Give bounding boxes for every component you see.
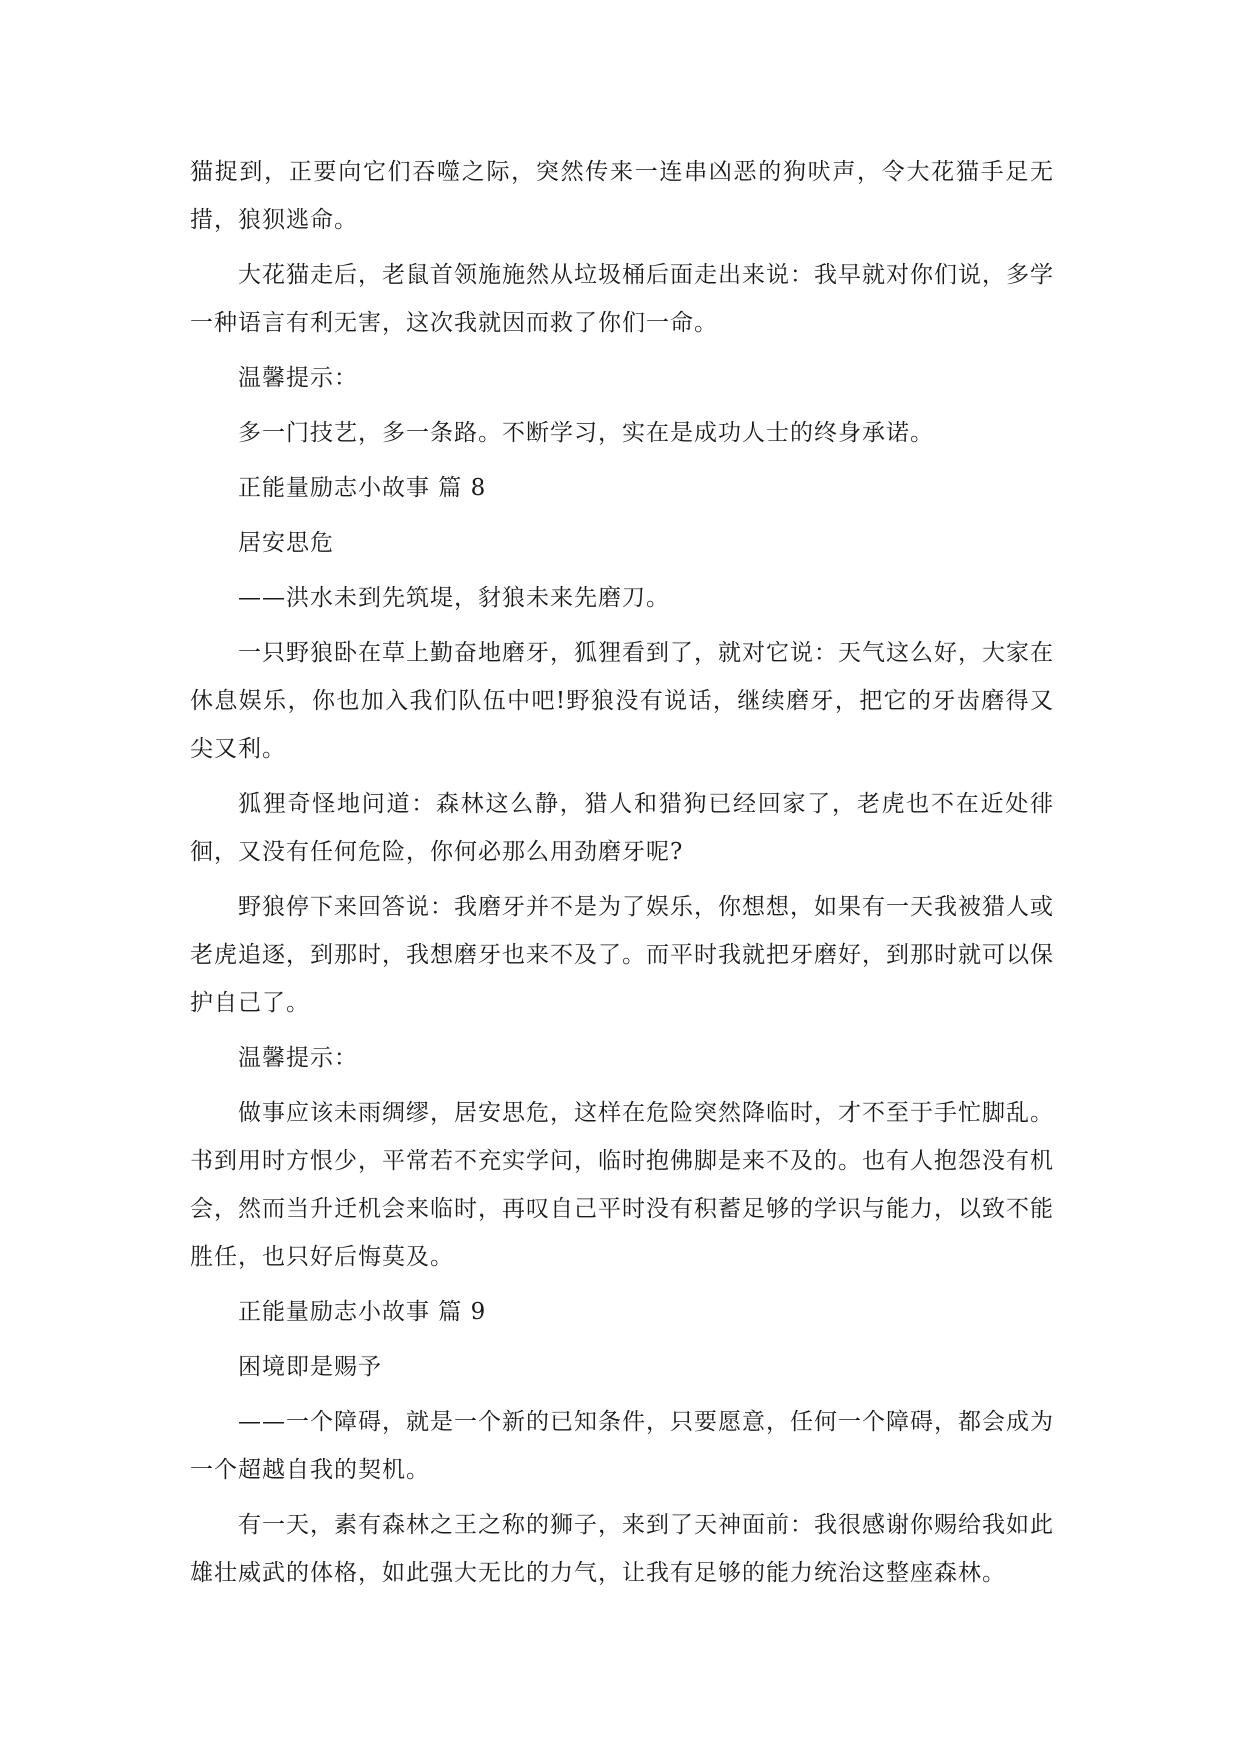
paragraph: 狐狸奇怪地问道：森林这么静，猎人和猎狗已经回家了，老虎也不在近处徘徊，又没有任何危险，你何必那么用劲磨牙呢? [190,791,1054,865]
story-subtitle: ——一个障碍，就是一个新的已知条件，只要愿意，任何一个障碍，都会成为一个超越自我的契机。 [190,1409,1054,1483]
paragraph: 大花猫走后，老鼠首领施施然从垃圾桶后面走出来说：我早就对你们说，多学一种语言有利无害，这次我就因而救了你们一命。 [190,262,1054,336]
section-heading: 正能量励志小故事 篇 9 [238,1299,487,1325]
document-body [190,148,1054,1604]
story-title: 困境即是赐予 [238,1354,382,1380]
section-heading: 正能量励志小故事 篇 8 [238,475,487,501]
paragraph: 猫捉到，正要向它们吞噬之际，突然传来一连串凶恶的狗吠声，令大花猫手足无措，狼狈逃命。 [190,159,1054,233]
tip-heading: 温馨提示： [238,365,358,391]
paragraph: 野狼停下来回答说：我磨牙并不是为了娱乐，你想想，如果有一天我被猎人或老虎追逐，到那时，我想磨牙也来不及了。而平时我就把牙磨好，到那时就可以保护自己了。 [190,894,1054,1016]
paragraph: 有一天，素有森林之王之称的狮子，来到了天神面前：我很感谢你赐给我如此雄壮威武的体格，如此强大无比的力气，让我有足够的能力统治这整座森林。 [190,1512,1054,1586]
paragraph: 做事应该未雨绸缪，居安思危，这样在危险突然降临时，才不至于手忙脚乱。书到用时方恨少，平常若不充实学问，临时抱佛脚是来不及的。也有人抱怨没有机会，然而当升迁机会来临时，再叹自己平时没有积蓄足够的学识与能力，以致不能胜任，也只好后悔莫及。 [190,1100,1054,1270]
story-title: 居安思危 [238,530,334,556]
paragraph: 一只野狼卧在草上勤奋地磨牙，狐狸看到了，就对它说：天气这么好，大家在休息娱乐，你也加入我们队伍中吧!野狼没有说话，继续磨牙，把它的牙齿磨得又尖又利。 [190,640,1054,762]
paragraph: 多一门技艺，多一条路。不断学习，实在是成功人士的终身承诺。 [238,420,934,446]
story-subtitle: ——洪水未到先筑堤，豺狼未来先磨刀。 [238,585,670,611]
tip-heading: 温馨提示： [238,1045,358,1071]
